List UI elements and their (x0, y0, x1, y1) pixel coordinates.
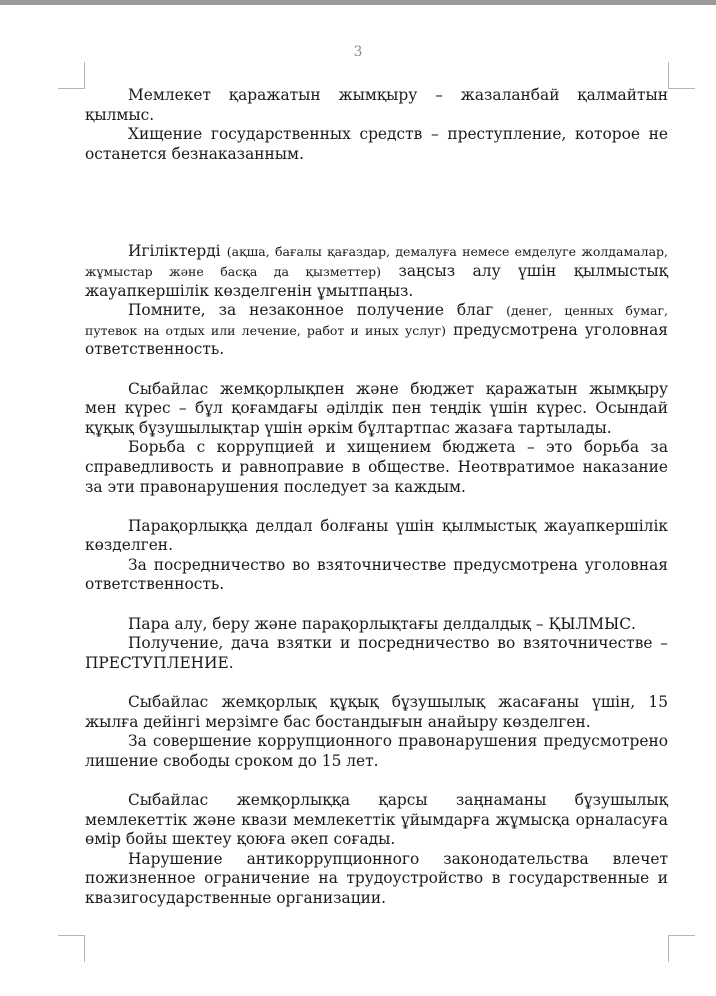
spacer (85, 595, 668, 615)
spacer (85, 164, 668, 242)
paragraph-kk-5: Пара алу, беру және парақорлықтағы делдалдық – ҚЫЛМЫС. (128, 614, 636, 633)
text-run: Помните, за незаконное получение благ (128, 301, 507, 320)
paragraph-kk-1: Мемлекет қаражатын жымқыру – жазаланбай қалмайтын қылмыс. (85, 86, 668, 124)
top-bar (0, 0, 716, 5)
text-run: предусмотрена уголовная ответственность. (85, 320, 668, 359)
crop-mark-top-left (58, 62, 85, 89)
paragraph-kk-4: Парақорлыққа делдал болғаны үшін қылмыстық жауапкершілік көзделген. (85, 516, 668, 555)
text-run-small: (денег, ценных бумаг, путевок на отдых или лечение, работ и иных услуг) (85, 303, 669, 338)
paragraph-kk-7: Сыбайлас жемқорлыққа қарсы заңнаманы бұзушылық мемлекеттік және квази мемлекеттік ұйымдарға жұмысқа орналасуға өмір бойы шектеу қоюға әкеп соғады. (85, 791, 668, 849)
document-body (85, 86, 668, 909)
text-run-small: (ақша, бағалы қағаздар, демалуға немесе емделуге жолдамалар, жұмыстар және басқа да қызметтер) (85, 244, 668, 279)
spacer (85, 360, 668, 380)
paragraph-ru-7: Нарушение антикоррупционного законодательства влечет пожизненное ограничение на трудоустройство в государственные и квазигосударственные организации. (85, 849, 668, 907)
text-run: заңсыз алу үшін қылмыстық жауапкершілік көзделгенін ұмытпаңыз. (85, 261, 668, 300)
paragraph-ru-2 (85, 301, 668, 360)
paragraph-ru-5: Получение, дача взятки и посредничество во взяточничестве – ПРЕСТУПЛЕНИЕ. (85, 634, 668, 672)
spacer (85, 771, 668, 791)
paragraph-kk-2 (85, 242, 668, 301)
spacer (85, 497, 668, 517)
paragraph-kk-3: Сыбайлас жемқорлықпен және бюджет қаражатын жымқыру мен күрес – бұл қоғамдағы әділдік пен теңдік үшін күрес. Осындай құқық бұзушылықтар үшін әркім бұлтартпас жазаға тартылады. (85, 379, 668, 437)
paragraph-kk-6: Сыбайлас жемқорлық құқық бұзушылық жасағаны үшін, 15 жылға дейінгі мерзімге бас бостандығын анайыру көзделген. (85, 693, 668, 731)
text-run: Игіліктерді (128, 242, 227, 261)
paragraph-ru-3: Борьба с коррупцией и хищением бюджета – это борьба за справедливость и равноправие в обществе. Неотвратимое наказание за эти правонарушения последует за каждым. (85, 438, 668, 496)
paragraph-ru-1: Хищение государственных средств – преступление, которое не останется безнаказанным. (85, 125, 668, 163)
paragraph-ru-6: За совершение коррупционного правонарушения предусмотрено лишение свободы сроком до 15 лет. (85, 732, 668, 770)
spacer (85, 673, 668, 693)
crop-mark-bottom-left (58, 935, 85, 962)
crop-mark-bottom-right (668, 935, 695, 962)
page-number: 3 (353, 44, 363, 60)
crop-mark-top-right (668, 62, 695, 89)
paragraph-ru-4: За посредничество во взяточничестве предусмотрена уголовная ответственность. (85, 555, 668, 594)
